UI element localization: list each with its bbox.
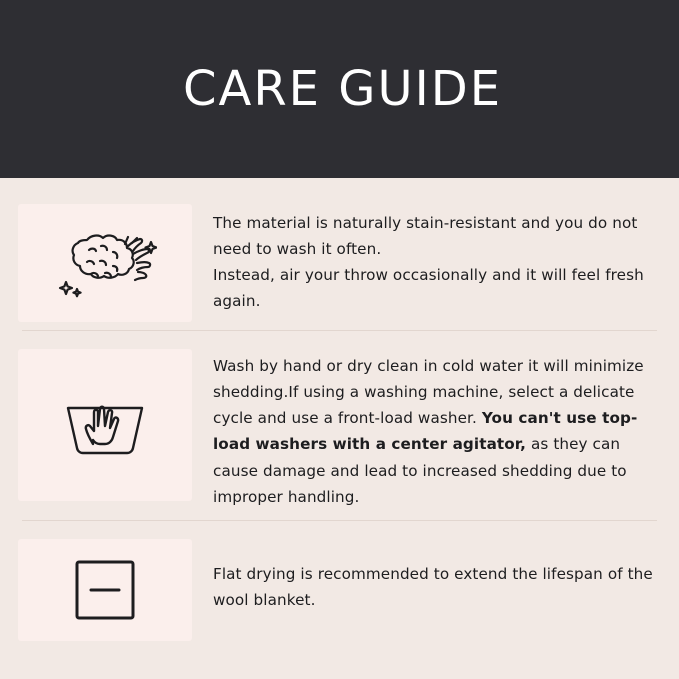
hand-wash-basin-icon	[62, 390, 148, 460]
care-text-paragraph	[213, 353, 653, 510]
icon-tile-wool-fleece	[18, 204, 192, 322]
care-text-line: Flat drying is recommended to extend the lifespan of the wool blanket.	[213, 564, 653, 609]
care-text-washing	[192, 349, 661, 510]
care-text-stain-resistant	[192, 204, 661, 315]
care-section-washing	[18, 331, 661, 520]
care-section-stain-resistant	[18, 178, 661, 330]
care-text-line: Instead, air your throw occasionally and it will feel fresh again.	[213, 266, 644, 311]
care-text-flat-dry	[192, 539, 661, 613]
wool-fleece-clean-icon	[53, 228, 157, 298]
icon-tile-hand-wash	[18, 349, 192, 501]
care-text-bold: You can't use top-load washers with a center agitator,	[213, 409, 638, 454]
page-header	[0, 0, 679, 178]
icon-tile-flat-dry	[18, 539, 192, 641]
care-text-line: The material is naturally stain-resistant and you do not need to wash it often.	[213, 214, 638, 259]
care-text-part-2: as they can cause damage and lead to increased shedding due to improper handling.	[213, 435, 627, 506]
page-title: CARE GUIDE	[182, 61, 503, 117]
flat-dry-square-icon	[72, 557, 138, 623]
care-section-flat-dry	[18, 521, 661, 651]
care-instructions-list	[0, 178, 679, 679]
care-text-part-1: Wash by hand or dry clean in cold water it will minimize shedding.If using a washing machine, select a delicate cycle and use a front-load washer.	[213, 357, 644, 428]
